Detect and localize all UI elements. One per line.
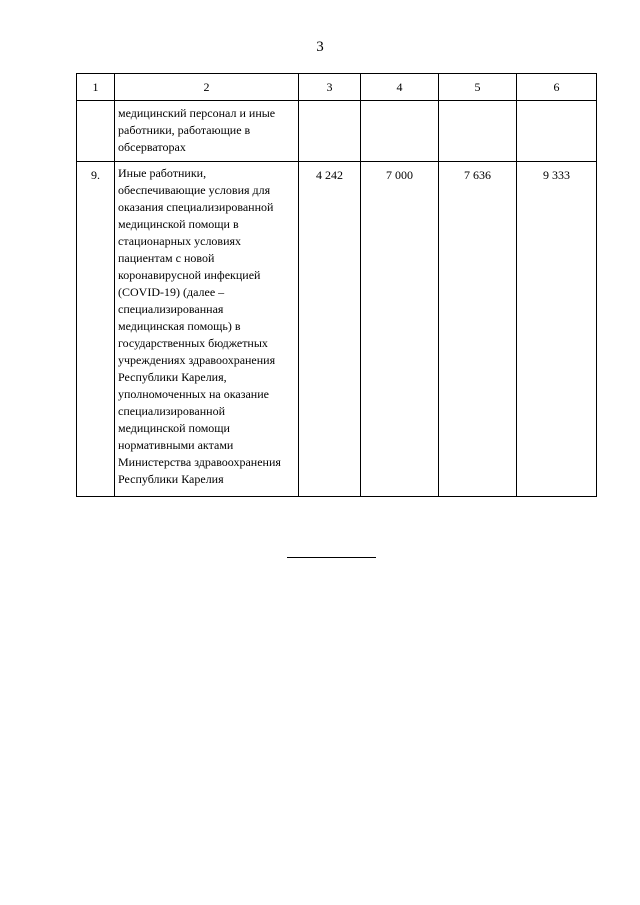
description-line: коронавирусной инфекцией xyxy=(118,268,261,282)
table-row-continuation xyxy=(77,101,597,162)
description-line: пациентам с новой xyxy=(118,251,215,265)
continuation-description-cell xyxy=(115,101,299,162)
description-line: медицинская помощь) в xyxy=(118,319,241,333)
continuation-number-cell xyxy=(77,101,115,162)
row-value-5: 7 636 xyxy=(464,168,491,182)
end-of-document-rule xyxy=(287,557,376,558)
description-line: обеспечивающие условия для xyxy=(118,183,271,197)
continuation-line: медицинский персонал и иные xyxy=(118,106,276,120)
header-cell-1: 1 xyxy=(77,74,115,101)
row-value-cell-5 xyxy=(439,162,517,497)
header-cell-5: 5 xyxy=(439,74,517,101)
description-line: (COVID-19) (далее – xyxy=(118,285,225,299)
description-line: Республики Карелия, xyxy=(118,370,227,384)
row-value-6: 9 333 xyxy=(543,168,570,182)
description-line: государственных бюджетных xyxy=(118,336,268,350)
continuation-line: работники, работающие в xyxy=(118,123,251,137)
header-cell-4: 4 xyxy=(361,74,439,101)
row-value-cell-4 xyxy=(361,162,439,497)
row-value-cell-3 xyxy=(299,162,361,497)
description-line: медицинской помощи xyxy=(118,421,230,435)
header-cell-6: 6 xyxy=(517,74,597,101)
row-number-cell xyxy=(77,162,115,497)
description-line: Республики Карелия xyxy=(118,472,224,486)
continuation-cell-5 xyxy=(439,101,517,162)
description-line: медицинской помощи в xyxy=(118,217,239,231)
description-line: уполномоченных на оказание xyxy=(118,387,269,401)
continuation-cell-6 xyxy=(517,101,597,162)
header-cell-3: 3 xyxy=(299,74,361,101)
description-line: специализированная xyxy=(118,302,224,316)
continuation-cell-3 xyxy=(299,101,361,162)
description-line: оказания специализированной xyxy=(118,200,274,214)
continuation-line: обсерваторах xyxy=(118,140,186,154)
row-value-4: 7 000 xyxy=(386,168,413,182)
description-line: Иные работники, xyxy=(118,166,207,180)
description-line: учреждениях здравоохранения xyxy=(118,353,276,367)
payment-table xyxy=(76,73,597,497)
row-value-3: 4 242 xyxy=(316,168,343,182)
description-line: нормативными актами xyxy=(118,438,234,452)
table-header-row xyxy=(77,74,597,101)
row-value-cell-6 xyxy=(517,162,597,497)
page-number: 3 xyxy=(316,39,324,55)
continuation-cell-4 xyxy=(361,101,439,162)
row-number: 9. xyxy=(91,168,100,182)
header-cell-2: 2 xyxy=(115,74,299,101)
table-row-9 xyxy=(77,162,597,497)
description-line: Министерства здравоохранения xyxy=(118,455,281,469)
row-description-cell xyxy=(115,162,299,497)
description-line: стационарных условиях xyxy=(118,234,242,248)
description-line: специализированной xyxy=(118,404,226,418)
